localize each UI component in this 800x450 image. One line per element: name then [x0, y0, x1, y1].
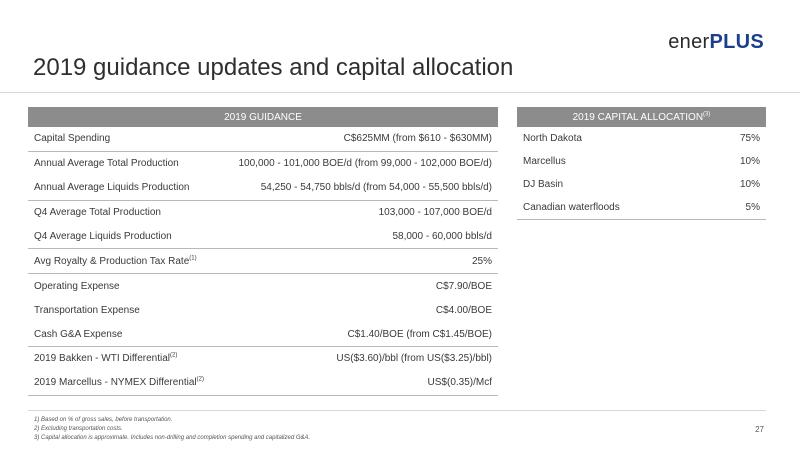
guidance-row-label: Annual Average Liquids Production	[28, 176, 219, 200]
guidance-row-value: US$(0.35)/Mcf	[219, 371, 498, 395]
footnote: 2) Excluding transportation costs.	[34, 426, 123, 432]
guidance-row-value: 58,000 - 60,000 bbls/d	[219, 225, 498, 249]
allocation-row-label: DJ Basin	[523, 179, 564, 190]
guidance-table	[28, 107, 498, 396]
guidance-row-value: 103,000 - 107,000 BOE/d	[378, 207, 492, 219]
footnote: 1) Based on % of gross sales, before transportation.	[34, 417, 173, 423]
allocation-row	[517, 127, 766, 150]
guidance-row	[28, 225, 498, 249]
footnote: 3) Capital allocation is approximate. Includes non-drilling and completion spending and capitalized G&A.	[34, 435, 311, 441]
guidance-row-label: Annual Average Total Production	[34, 158, 179, 170]
logo-part-plus: PLUS	[709, 31, 764, 53]
guidance-row-label: Cash G&A Expense	[28, 322, 219, 346]
guidance-row	[28, 298, 498, 322]
page-title: 2019 guidance updates and capital allocation	[33, 54, 514, 81]
allocation-row-value: 10%	[739, 179, 760, 190]
guidance-row-value: C$625MM (from $610 - $630MM)	[219, 127, 498, 151]
guidance-row-label: Operating Expense	[34, 280, 120, 292]
guidance-table-header: 2019 GUIDANCE	[28, 107, 498, 127]
guidance-row-value: C$1.40/BOE (from C$1.45/BOE)	[219, 322, 498, 346]
allocation-row	[517, 196, 766, 220]
allocation-row-value: 10%	[739, 156, 760, 167]
guidance-row-value: 54,250 - 54,750 bbls/d (from 54,000 - 55,500 bbls/d)	[219, 176, 498, 200]
logo-part-ener: ener	[668, 31, 710, 53]
footnotes	[34, 416, 310, 443]
capital-allocation-header: 2019 CAPITAL ALLOCATION$^{(3)}$	[517, 107, 766, 127]
guidance-row-label: Capital Spending	[28, 127, 219, 151]
guidance-row-label: 2019 Marcellus - NYMEX Differential$^{(2)}$	[28, 371, 219, 395]
allocation-row-label: Marcellus	[523, 156, 566, 167]
guidance-row	[28, 249, 498, 274]
allocation-row-label: Canadian waterfloods	[517, 196, 709, 220]
capital-allocation-table	[517, 107, 766, 220]
guidance-row-label: Avg Royalty & Production Tax Rate$^{(1)}$	[28, 249, 219, 274]
guidance-row-label: Q4 Average Total Production	[34, 207, 161, 219]
allocation-row	[517, 173, 766, 196]
guidance-row	[28, 274, 498, 298]
enerplus-logo	[668, 31, 764, 54]
guidance-row	[28, 347, 498, 371]
guidance-row-value: 100,000 - 101,000 BOE/d (from 99,000 - 102,000 BOE/d)	[238, 158, 492, 170]
guidance-row	[28, 127, 498, 151]
guidance-row	[28, 322, 498, 346]
guidance-row	[28, 151, 498, 175]
guidance-row-label: Q4 Average Liquids Production	[28, 225, 219, 249]
allocation-row-value: 5%	[709, 196, 766, 220]
guidance-row-value: C$4.00/BOE	[435, 304, 492, 316]
guidance-row-label: Transportation Expense	[34, 304, 140, 316]
guidance-row-value: 25%	[219, 249, 498, 274]
guidance-row-label: 2019 Bakken - WTI Differential$^{(2)}$	[34, 353, 178, 365]
guidance-row	[28, 371, 498, 395]
allocation-row	[517, 150, 766, 173]
guidance-row	[28, 176, 498, 200]
guidance-row	[28, 200, 498, 224]
footer-divider	[28, 410, 766, 411]
title-divider	[0, 92, 800, 93]
guidance-row-value: US($3.60)/bbl (from US($3.25)/bbl)	[336, 353, 492, 365]
allocation-row-label: North Dakota	[523, 133, 582, 144]
guidance-row-value: C$7.90/BOE	[435, 280, 492, 292]
allocation-row-value: 75%	[739, 133, 760, 144]
page-number: 27	[755, 425, 764, 434]
